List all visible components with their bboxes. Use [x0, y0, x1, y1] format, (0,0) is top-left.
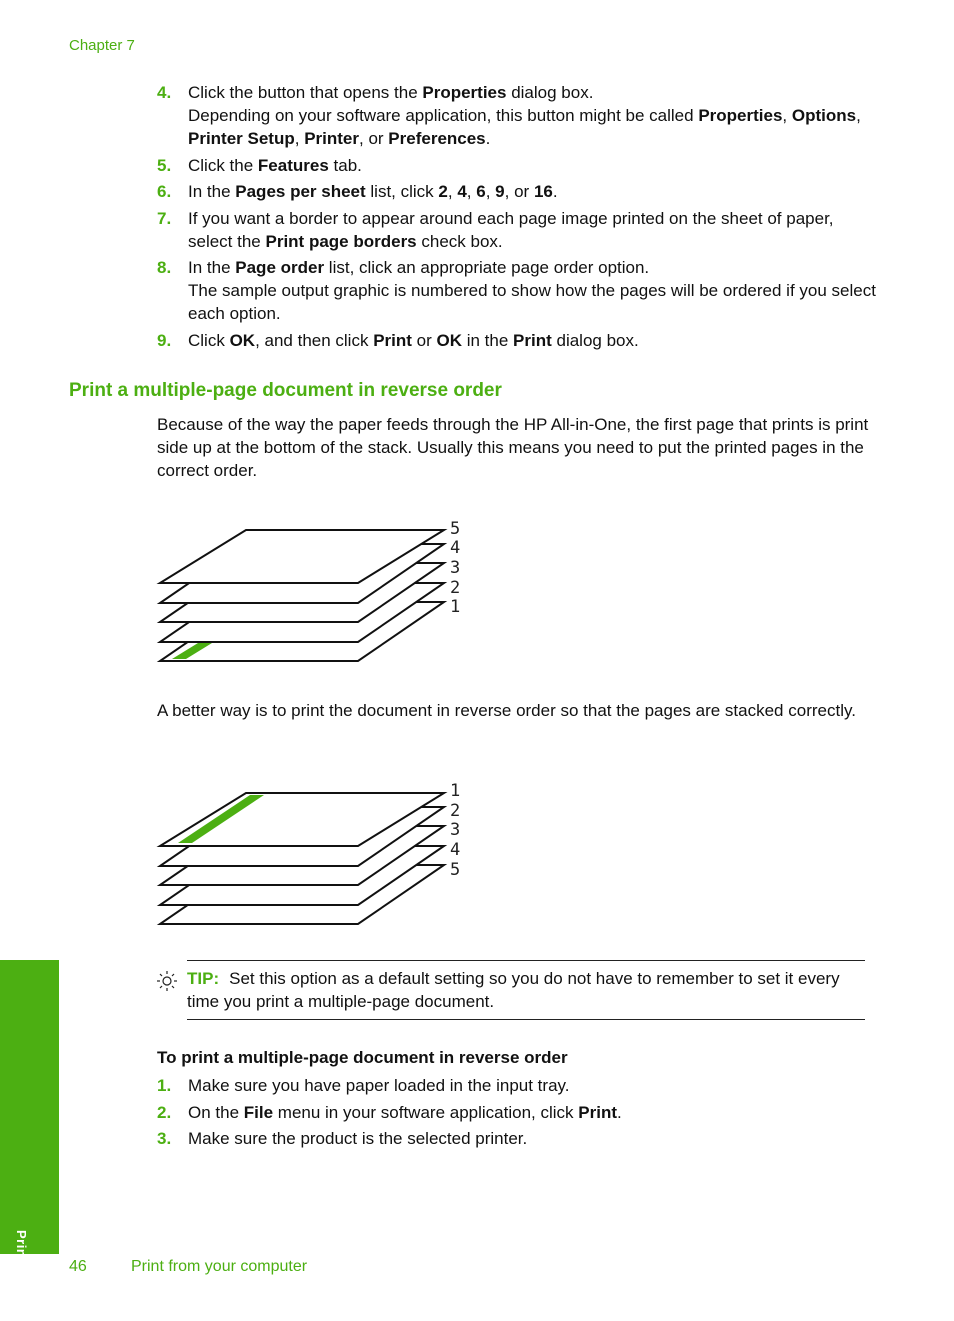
step-text: Make sure you have paper loaded in the input tray.	[188, 1076, 570, 1095]
step-text: Click OK, and then click Print or OK in the Print dialog box.	[188, 331, 639, 350]
stack-label: 2	[450, 578, 461, 598]
stack-label: 1	[450, 597, 461, 617]
list-item	[157, 180, 877, 203]
list-item	[157, 256, 877, 325]
step-number: 4.	[157, 83, 172, 102]
stack-diagram-normal-order	[150, 512, 480, 672]
list-item	[157, 1101, 877, 1124]
intro-paragraph: Because of the way the paper feeds through the HP All-in-One, the first page that prints is print side up at the bottom of the stack. Usually this means you need to put the printed pages in the correct order.	[157, 415, 869, 480]
stack-label: 5	[450, 519, 461, 539]
step-text: Make sure the product is the selected printer.	[188, 1129, 528, 1148]
stack-diagram-reverse-order	[150, 775, 480, 935]
lightbulb-icon	[156, 970, 178, 992]
step-number: 1.	[157, 1076, 172, 1095]
list-item	[157, 81, 877, 150]
step-number: 3.	[157, 1129, 172, 1148]
step-number: 2.	[157, 1103, 172, 1122]
step-text: Click the Features tab.	[188, 156, 362, 175]
list-item	[157, 207, 877, 253]
step-number: 5.	[157, 156, 172, 175]
stack-label: 5	[450, 860, 461, 880]
side-tab	[0, 960, 59, 1254]
stack-label: 4	[450, 538, 461, 558]
procedure-title: To print a multiple-page document in reverse order	[157, 1048, 568, 1067]
tip-label: TIP:	[187, 969, 220, 988]
stack-label: 3	[450, 558, 461, 578]
step-text: On the File menu in your software application, click Print.	[188, 1103, 622, 1122]
step-number: 9.	[157, 331, 172, 350]
list-item	[157, 1127, 877, 1150]
section-title: Print a multiple-page document in reverse order	[69, 380, 502, 401]
tip-box	[187, 960, 865, 1020]
tip-text: Set this option as a default setting so you do not have to remember to set it every time you print a multiple-page document.	[187, 969, 840, 1011]
stack-label: 2	[450, 801, 461, 821]
step-text: Click the button that opens the Properties dialog box. Depending on your software application, this button might be called Properties, Options, Printer Setup, Printer, or Preferences.	[188, 83, 861, 148]
better-paragraph: A better way is to print the document in reverse order so that the pages are stacked correctly.	[157, 701, 856, 720]
step-number: 8.	[157, 258, 172, 277]
step-text: If you want a border to appear around each page image printed on the sheet of paper, select the Print page borders check box.	[188, 209, 834, 251]
step-number: 7.	[157, 209, 172, 228]
side-tab-label: Print	[14, 1230, 29, 1263]
step-number: 6.	[157, 182, 172, 201]
chapter-label: Chapter 7	[69, 37, 135, 54]
footer-title: Print from your computer	[131, 1258, 308, 1275]
page-number: 46	[69, 1258, 87, 1275]
list-item	[157, 329, 877, 352]
list-item	[157, 1074, 877, 1097]
stack-label: 3	[450, 820, 461, 840]
tip-content	[187, 967, 865, 1013]
list-item	[157, 154, 877, 177]
stack-label: 1	[450, 781, 461, 801]
step-text: In the Page order list, click an appropriate page order option. The sample output graphic is numbered to show how the pages will be ordered if you select each option.	[188, 258, 876, 323]
step-text: In the Pages per sheet list, click 2, 4, 6, 9, or 16.	[188, 182, 558, 201]
stack-label: 4	[450, 840, 461, 860]
